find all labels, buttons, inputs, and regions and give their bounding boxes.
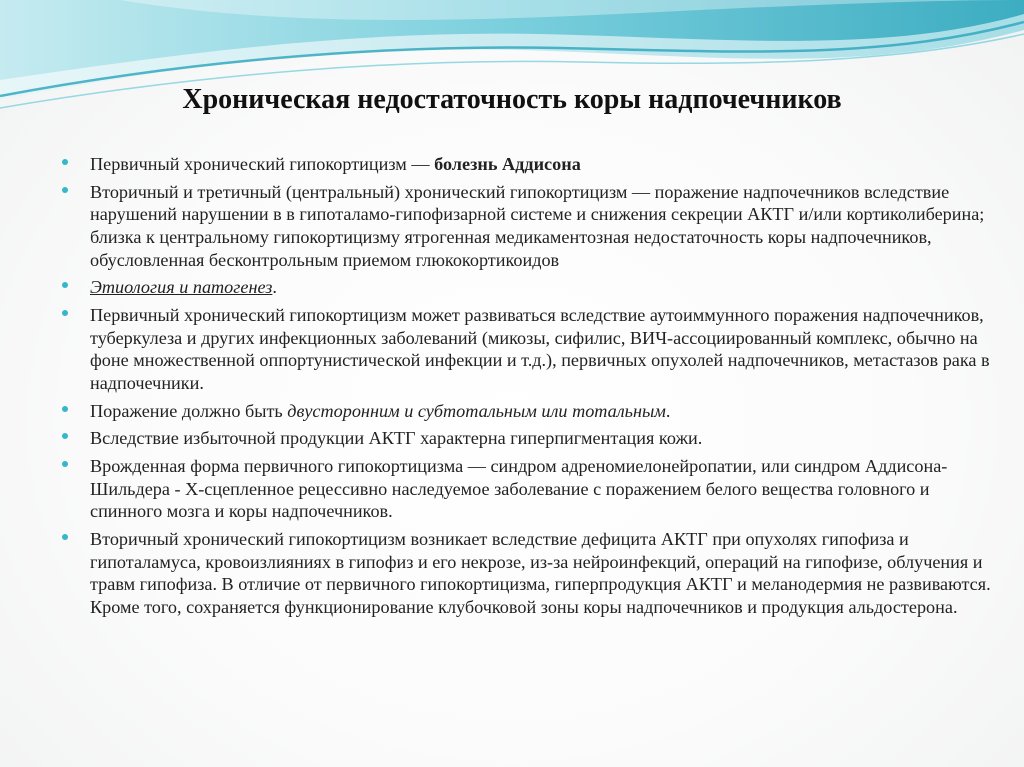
item-text: . [665,400,671,421]
list-item [62,153,992,176]
etiology-link[interactable]: Этиология и патогенез [90,277,273,298]
list-item [62,276,992,299]
item-text: Вторичный хронический гипокортицизм возникает вследствие дефицита АКТГ при опухолях гипофиза и гипоталамуса, кровоизлияниях в гипофиз и его некрозе, из-за нейроинфекций, операций на гипофизе, облучения и травм гипофиза. В отличие от первичного гипокортицизма, гиперпродукция АКТГ и меланодермия не развиваются. Кроме того, сохраняется функционирование клубочковой зоны коры надпочечников и продукция альдостерона. [90,529,991,617]
bullet-dot-icon [62,461,68,467]
item-text: Врожденная форма первичного гипокортицизма — синдром адреномиелонейропатии, или синдром Аддисона-Шильдера - Х-сцепленное рецессивно наследуемое заболевание с поражением белого вещества головного и спинного мозга и коры надпочечников. [90,456,948,522]
bullet-dot-icon [62,310,68,316]
bullet-list [62,153,992,624]
list-item [62,304,992,394]
list-item [62,455,992,523]
list-item [62,181,992,271]
bullet-dot-icon [62,282,68,288]
list-item [62,400,992,423]
item-text: Поражение должно быть [90,400,288,421]
item-text-bold: болезнь Аддисона [434,154,581,174]
item-text-italic: двусторонним и субтотальным или тотальным [287,400,666,421]
bullet-dot-icon [62,159,68,165]
item-text: Вследствие избыточной продукции АКТГ характерна гиперпигментация кожи. [90,428,703,449]
slide-title: Хроническая недостаточность коры надпочечников [182,84,842,115]
item-text: Первичный хронический гипокортицизм может развиваться вследствие аутоиммунного поражения надпочечников, туберкулеза и других инфекционных заболеваний (микозы, сифилис, ВИЧ-ассоциированный комплекс, обычно на фоне множественной оппортунистической инфекции и т.д.), первичных опухолей надпочечников, метастазов рака в надпочечники. [90,305,990,393]
list-item [62,427,992,450]
item-text: Первичный хронический гипокортицизм — [90,154,435,174]
bullet-dot-icon [62,534,68,540]
item-text: Вторичный и третичный (центральный) хронический гипокортицизм — поражение надпочечников вследствие нарушений нарушении в в гипоталамо-гипофизарной системе и снижения секреции АКТГ и/или кортиколиберина; близка к центральному гипокортицизму ятрогенная медикаментозная недостаточность коры надпочечников, обусловленная бесконтрольным приемом глюкокортикоидов [90,181,985,270]
bullet-dot-icon [62,433,68,439]
bullet-dot-icon [62,406,68,412]
item-text: . [272,277,277,298]
bullet-dot-icon [62,187,68,193]
list-item [62,528,992,618]
